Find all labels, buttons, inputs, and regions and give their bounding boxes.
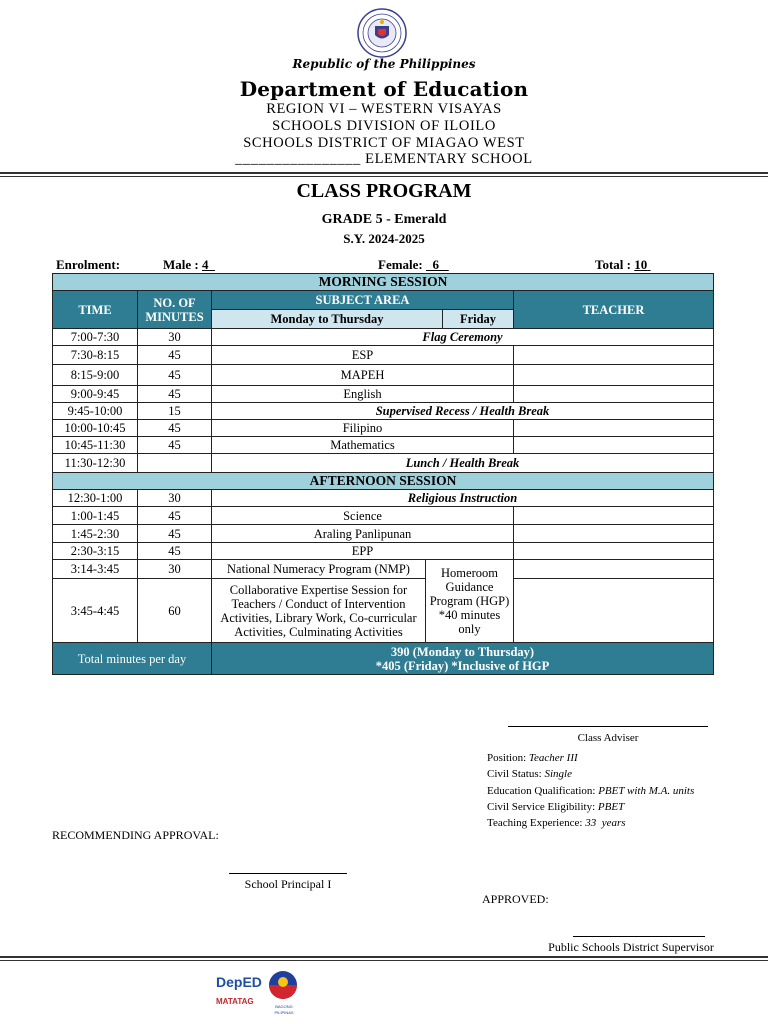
deped-seal-logo (357, 8, 407, 58)
republic-line: Republic of the Philippines (292, 57, 476, 71)
position-label: Position: (487, 752, 527, 764)
time-cell: 11:30-12:30 (53, 454, 138, 473)
approved-label: APPROVED: (482, 892, 549, 906)
time-cell: 1:45-2:30 (53, 525, 138, 543)
teacher-cell (514, 365, 714, 386)
matatag-logo-text: MATATAG (216, 997, 254, 1006)
subject-area-header: SUBJECT AREA (212, 291, 514, 310)
total-minutes-value (212, 643, 714, 675)
elig-label: Civil Service Eligibility: (487, 801, 596, 813)
teacher-cell (514, 346, 714, 365)
subject-cell: Flag Ceremony (212, 329, 714, 346)
subject-cell: Lunch / Health Break (212, 454, 714, 473)
minutes-cell: 15 (138, 403, 212, 420)
principal-signature-line (229, 873, 347, 874)
table-row (53, 346, 714, 365)
teacher-cell (514, 579, 714, 643)
table-row (53, 507, 714, 525)
region-line: REGION VI – WESTERN VISAYAS (266, 101, 502, 117)
educ-value: PBET with M.A. units (598, 785, 695, 797)
eligibility-line (487, 801, 624, 813)
exp-label: Teaching Experience: (487, 817, 583, 829)
friday-hgp-cell: Homeroom Guidance Program (HGP) *40 minutes only (426, 560, 514, 643)
minutes-cell: 45 (138, 525, 212, 543)
teacher-cell (514, 437, 714, 454)
minutes-cell: 45 (138, 507, 212, 525)
female-count (378, 257, 449, 273)
total-label: Total : (595, 257, 631, 272)
subject-cell: Filipino (212, 420, 514, 437)
time-header: TIME (53, 291, 138, 329)
subject-cell: Mathematics (212, 437, 514, 454)
school-line (0, 151, 768, 168)
total-mon-thu: 390 (Monday to Thursday) (390, 644, 535, 659)
time-cell: 9:45-10:00 (53, 403, 138, 420)
experience-line (487, 817, 626, 829)
time-cell: 9:00-9:45 (53, 386, 138, 403)
minutes-cell: 45 (138, 365, 212, 386)
civil-label: Civil Status: (487, 768, 542, 780)
female-value: 6 (432, 257, 440, 272)
elig-value: PBET (597, 801, 625, 813)
table-row (53, 454, 714, 473)
time-cell: 1:00-1:45 (53, 507, 138, 525)
subject-cell: EPP (212, 543, 514, 560)
table-row (53, 560, 714, 579)
teacher-cell (514, 420, 714, 437)
supervisor-title: Public Schools District Supervisor (548, 940, 714, 954)
time-cell: 3:14-3:45 (53, 560, 138, 579)
teacher-cell (514, 543, 714, 560)
position-line (487, 752, 578, 764)
table-row (53, 525, 714, 543)
subject-cell: MAPEH (212, 365, 514, 386)
department-title: Department of Education (239, 77, 529, 101)
time-cell: 7:00-7:30 (53, 329, 138, 346)
female-label: Female: (378, 257, 423, 272)
time-cell: 10:45-11:30 (53, 437, 138, 454)
teacher-cell (514, 560, 714, 579)
table-row (53, 579, 714, 643)
subject-cell: National Numeracy Program (NMP) (212, 560, 426, 579)
minutes-cell: 30 (138, 560, 212, 579)
table-row (53, 365, 714, 386)
mon-thu-header: Monday to Thursday (212, 310, 443, 329)
table-row (53, 420, 714, 437)
school-year: S.Y. 2024-2025 (343, 231, 425, 246)
subject-cell: ESP (212, 346, 514, 365)
table-row (53, 437, 714, 454)
minutes-cell: 45 (138, 420, 212, 437)
minutes-cell: 60 (138, 579, 212, 643)
subject-cell: Araling Panlipunan (212, 525, 514, 543)
grade-section: GRADE 5 - Emerald (321, 212, 447, 227)
minutes-cell: 45 (138, 346, 212, 365)
exp-value: 33 years (585, 817, 626, 829)
deped-logo-text: DepED (216, 974, 262, 990)
table-row (53, 490, 714, 507)
minutes-cell: 30 (138, 490, 212, 507)
adviser-signature-line (508, 726, 708, 727)
deped-matatag-logo (216, 968, 260, 1010)
header-divider (0, 172, 768, 174)
footer-divider-thin (0, 960, 768, 961)
header-divider-thin (0, 176, 768, 177)
table-row (53, 403, 714, 420)
total-count (595, 257, 651, 273)
school-suffix: ELEMENTARY SCHOOL (365, 151, 533, 167)
time-cell: 7:30-8:15 (53, 346, 138, 365)
time-cell: 8:15-9:00 (53, 365, 138, 386)
school-name-blank: ________________ (235, 151, 361, 167)
minutes-header: NO. OF MINUTES (138, 291, 212, 329)
class-program-table (52, 273, 714, 675)
subject-cell: Collaborative Expertise Session for Teachers / Conduct of Intervention Activities, Library Work, Co-curricular Activities, Culminating Activities (212, 579, 426, 643)
total-friday: *405 (Friday) *Inclusive of HGP (375, 658, 550, 673)
civil-status-line (487, 768, 572, 780)
division-line: SCHOOLS DIVISION OF ILOILO (272, 118, 496, 134)
subject-cell: Science (212, 507, 514, 525)
time-cell: 3:45-4:45 (53, 579, 138, 643)
minutes-cell: 30 (138, 329, 212, 346)
teacher-cell (514, 386, 714, 403)
time-cell: 12:30-1:00 (53, 490, 138, 507)
time-cell: 2:30-3:15 (53, 543, 138, 560)
class-program-title: CLASS PROGRAM (296, 180, 472, 202)
afternoon-session-header: AFTERNOON SESSION (53, 473, 714, 490)
subject-cell: English (212, 386, 514, 403)
male-count (163, 257, 215, 273)
table-row (53, 386, 714, 403)
enrolment-label: Enrolment: (56, 257, 121, 272)
total-value: 10 (634, 257, 648, 272)
minutes-cell: 45 (138, 543, 212, 560)
time-cell: 10:00-10:45 (53, 420, 138, 437)
education-line (487, 785, 694, 797)
male-label: Male : (163, 257, 199, 272)
teacher-cell (514, 507, 714, 525)
male-value: 4 (201, 257, 209, 272)
minutes-cell: 45 (138, 386, 212, 403)
teacher-cell (514, 525, 714, 543)
morning-session-header: MORNING SESSION (53, 274, 714, 291)
principal-title: School Principal I (244, 877, 332, 891)
civil-value: Single (544, 768, 572, 780)
educ-label: Education Qualification: (487, 785, 596, 797)
supervisor-signature-line (573, 936, 705, 937)
footer-divider (0, 956, 768, 958)
recommending-approval-label: RECOMMENDING APPROVAL: (52, 828, 219, 842)
bagong-pilipinas-logo (266, 970, 302, 1015)
table-row (53, 329, 714, 346)
total-minutes-label: Total minutes per day (53, 643, 212, 675)
position-value: Teacher III (528, 752, 578, 764)
table-row (53, 543, 714, 560)
minutes-cell: 45 (138, 437, 212, 454)
friday-header: Friday (443, 310, 514, 329)
bagong-pilipinas-text: BAGONG PILIPINAS (274, 1004, 294, 1015)
subject-cell: Religious Instruction (212, 490, 714, 507)
class-adviser-label: Class Adviser (577, 732, 639, 744)
minutes-cell (138, 454, 212, 473)
district-line: SCHOOLS DISTRICT OF MIAGAO WEST (243, 135, 525, 151)
subject-cell: Supervised Recess / Health Break (212, 403, 714, 420)
teacher-header: TEACHER (514, 291, 714, 329)
